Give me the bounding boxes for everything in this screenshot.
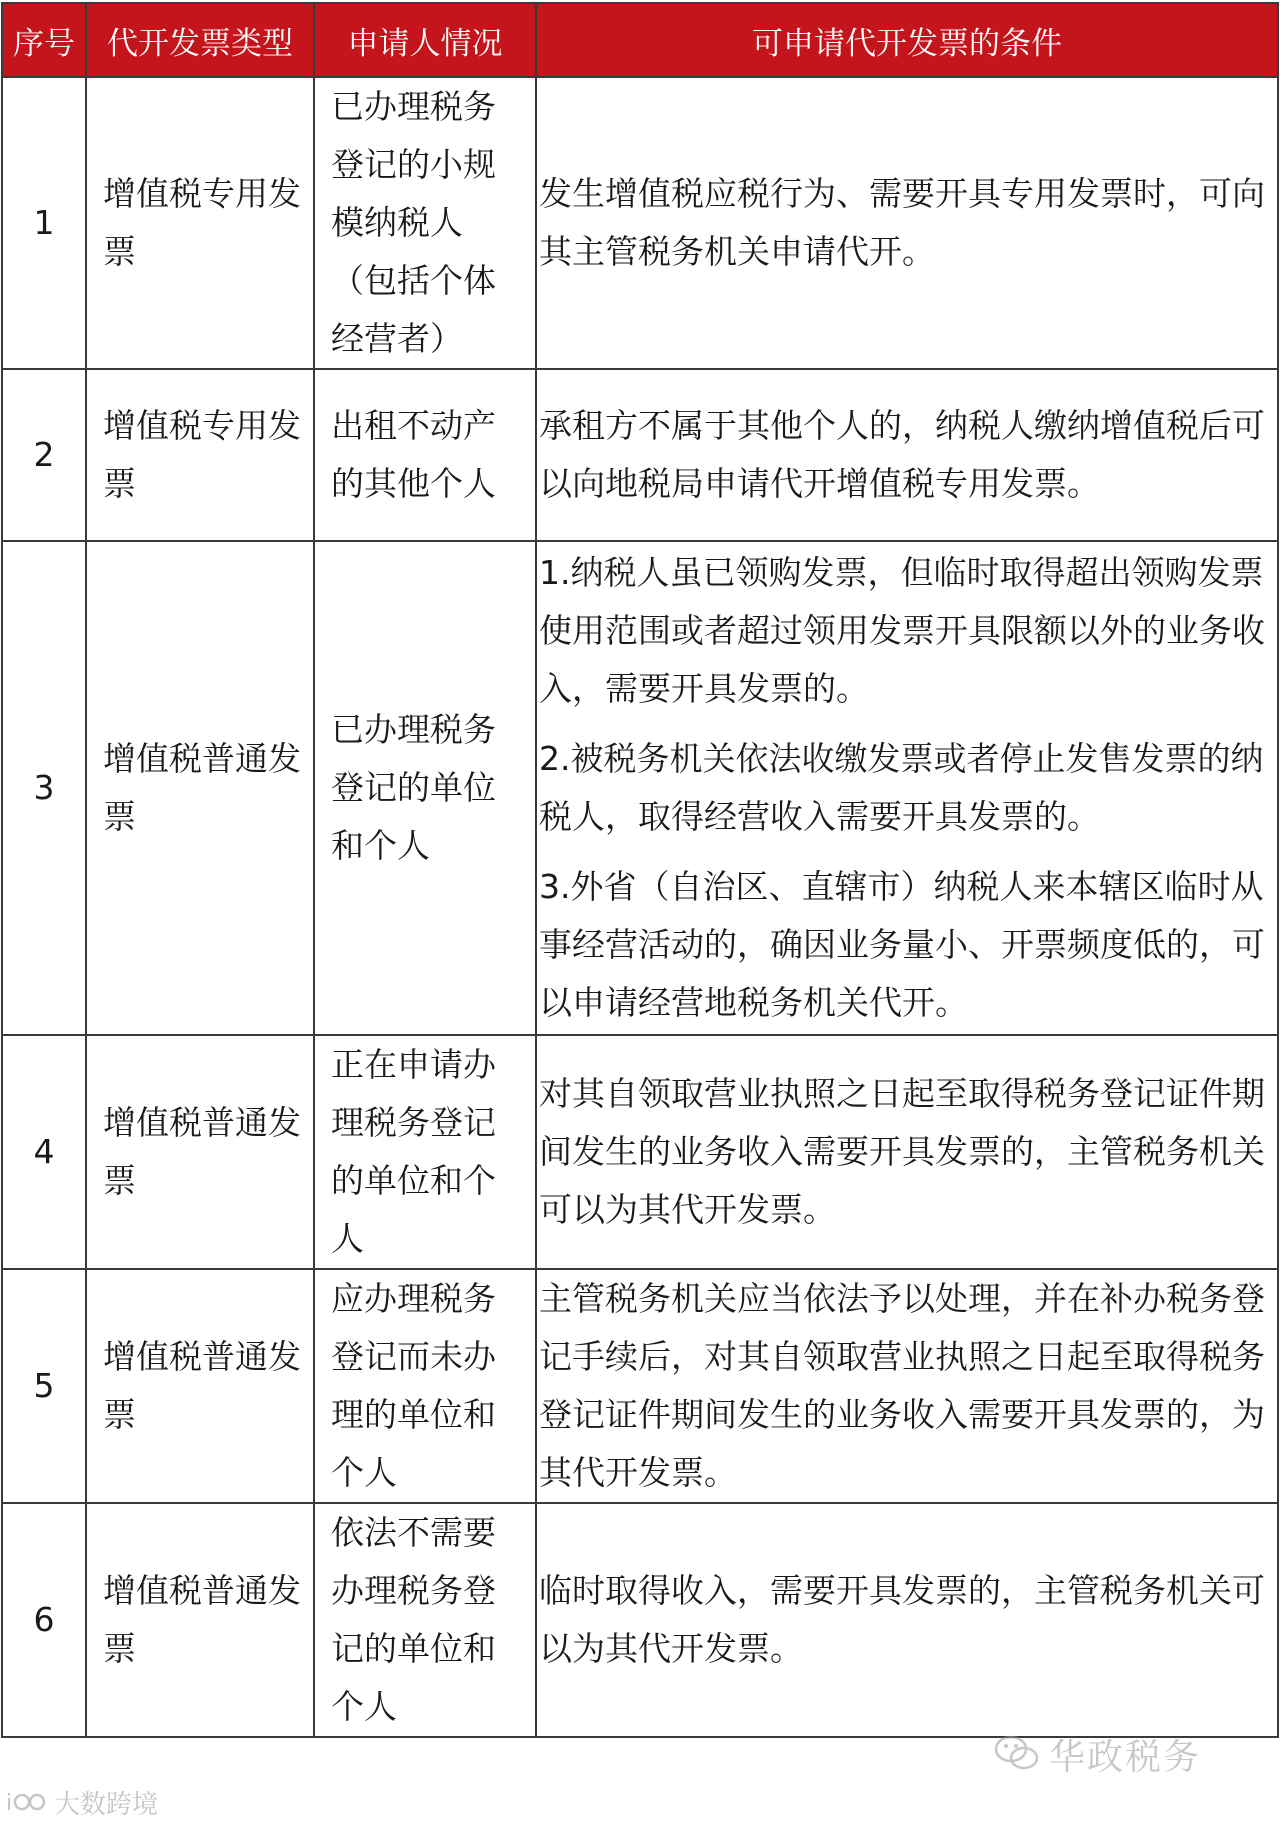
row-number: 3 <box>2 541 86 1035</box>
applicant-status <box>314 1269 536 1503</box>
table-row <box>2 541 1278 1035</box>
table-header <box>2 3 1278 77</box>
condition-text: 2.被税务机关依法收缴发票或者停止发售发票的纳税人，取得经营收入需要开具发票的。 <box>539 739 1264 836</box>
conditions-cell <box>536 1269 1278 1503</box>
invoice-type-text: 增值税普通发票 <box>103 1571 301 1668</box>
invoice-type-text: 增值税专用发票 <box>103 174 301 271</box>
watermark-brand <box>6 1784 158 1821</box>
invoice-type-text: 增值税专用发票 <box>103 406 301 503</box>
condition-text: 临时取得收入，需要开具发票的，主管税务机关可以为其代开发票。 <box>539 1571 1265 1668</box>
condition-text: 发生增值税应税行为、需要开具专用发票时，可向其主管税务机关申请代开。 <box>539 174 1265 271</box>
conditions-cell <box>536 369 1278 541</box>
invoice-type <box>86 1035 314 1269</box>
applicant-status <box>314 77 536 369</box>
condition-text: 1.纳税人虽已领购发票，但临时取得超出领购发票使用范围或者超过领用发票开具限额以外的业务收入，需要开具发票的。 <box>539 553 1265 708</box>
invoice-type <box>86 77 314 369</box>
applicant-status <box>314 541 536 1035</box>
applicant-status <box>314 1035 536 1269</box>
table-row <box>2 1503 1278 1737</box>
header-conditions: 可申请代开发票的条件 <box>536 3 1278 77</box>
invoice-conditions-table <box>1 2 1279 1738</box>
header-row <box>2 3 1278 77</box>
conditions-cell <box>536 1503 1278 1737</box>
brand-logo-icon <box>6 1786 48 1820</box>
watermark-text: 华政税务 <box>1049 1737 1202 1778</box>
invoice-type-text: 增值税普通发票 <box>103 739 301 836</box>
condition-text: 3.外省（自治区、直辖市）纳税人来本辖区临时从事经营活动的，确因业务量小、开票频度低的，可以申请经营地税务机关代开。 <box>539 867 1265 1022</box>
invoice-type <box>86 1503 314 1737</box>
header-applicant: 申请人情况 <box>314 3 536 77</box>
table-row <box>2 77 1278 369</box>
table-row <box>2 1269 1278 1503</box>
applicant-text: 依法不需要办理税务登记的单位和个人 <box>331 1513 496 1726</box>
applicant-text: 已办理税务登记的小规模纳税人（包括个体经营者） <box>331 87 496 358</box>
watermark-text: 大数跨境 <box>54 1790 159 1820</box>
table-row <box>2 369 1278 541</box>
row-number: 6 <box>2 1503 86 1737</box>
invoice-type <box>86 1269 314 1503</box>
table-row <box>2 1035 1278 1269</box>
svg-text:i: i <box>6 1790 13 1816</box>
invoice-type <box>86 541 314 1035</box>
header-no: 序号 <box>2 3 86 77</box>
invoice-type-text: 增值税普通发票 <box>103 1103 301 1200</box>
applicant-status <box>314 369 536 541</box>
row-number: 5 <box>2 1269 86 1503</box>
condition-text: 对其自领取营业执照之日起至取得税务登记证件期间发生的业务收入需要开具发票的，主管税务机关可以为其代开发票。 <box>539 1074 1265 1229</box>
row-number: 4 <box>2 1035 86 1269</box>
conditions-cell <box>536 541 1278 1035</box>
conditions-cell <box>536 77 1278 369</box>
invoice-type-text: 增值税普通发票 <box>103 1337 301 1434</box>
applicant-status <box>314 1503 536 1737</box>
condition-text: 承租方不属于其他个人的，纳税人缴纳增值税后可以向地税局申请代开增值税专用发票。 <box>539 406 1265 503</box>
table-body <box>2 77 1278 1737</box>
applicant-text: 出租不动产的其他个人 <box>331 406 496 503</box>
applicant-text: 应办理税务登记而未办理的单位和个人 <box>331 1279 496 1492</box>
watermark-wechat <box>995 1729 1201 1780</box>
invoice-type <box>86 369 314 541</box>
applicant-text: 正在申请办理税务登记的单位和个人 <box>331 1045 496 1258</box>
condition-text: 主管税务机关应当依法予以处理，并在补办税务登记手续后，对其自领取营业执照之日起至取得税务登记证件期间发生的业务收入需要开具发票的，为其代开发票。 <box>539 1279 1265 1492</box>
header-invoice-type: 代开发票类型 <box>86 3 314 77</box>
wechat-logo-icon <box>995 1734 1039 1776</box>
conditions-cell <box>536 1035 1278 1269</box>
applicant-text: 已办理税务登记的单位和个人 <box>331 710 496 865</box>
row-number: 1 <box>2 77 86 369</box>
row-number: 2 <box>2 369 86 541</box>
